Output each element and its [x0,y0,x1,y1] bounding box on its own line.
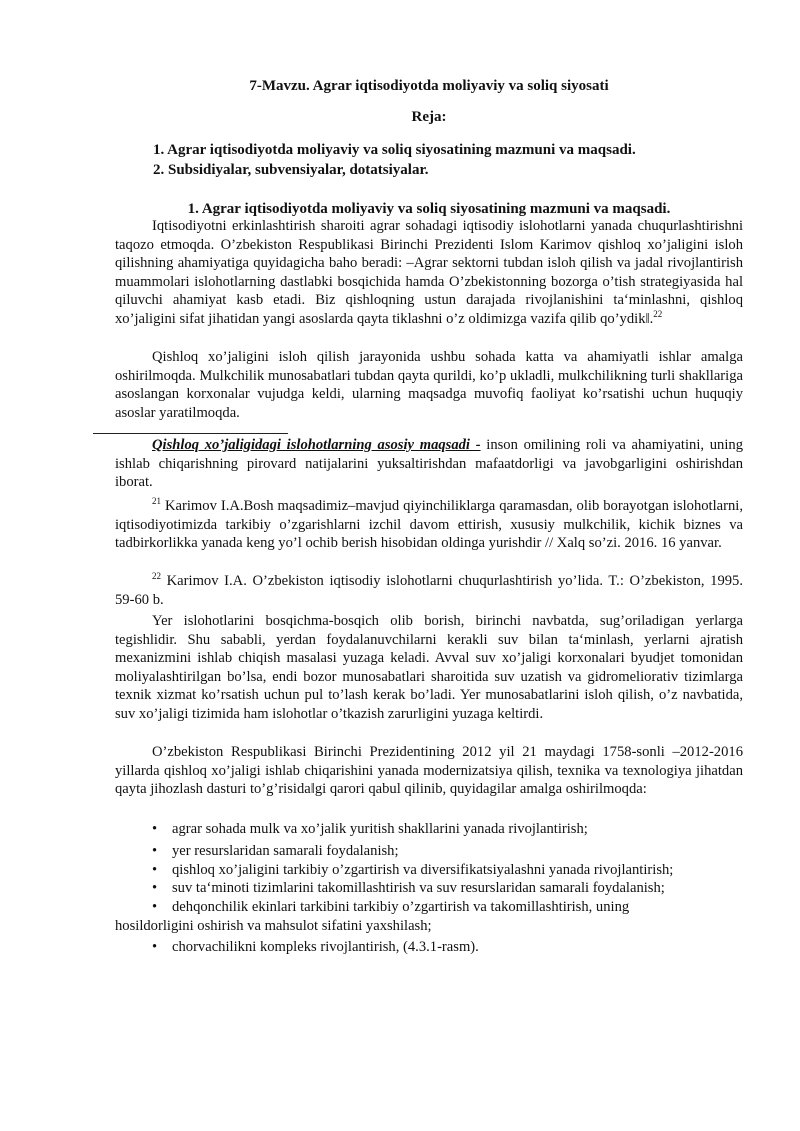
list-item-continuation: hosildorligini oshirish va mahsulot sifatini yaxshilash; [115,917,432,934]
footnote-number: 22 [152,571,161,581]
paragraph-text: Iqtisodiyotni erkinlashtirish sharoiti agrar sohadagi iqtisodiy islohotlarni yanada chuqurlashtirishni taqozo etmoqda. O’zbekiston Respublikasi Birinchi Prezidenti Islom Karimov qishloq xo’jaligini isloh qilishning ahamiyatiga quyidagicha baho beradi: –Agrar sektorni tubdan isloh qilish va jadal rivojlantirish muammolari islohotlarning dastlabki bosqichida hamda O’zbekistonning bozorga o’tish strategiyasida hal qiluvchi ahamiyat kasb etadi. Biz qishloqning ustun darajada rivojlanishini ta‘minlashni, qishloq xo’jaligini sifat jihatidan yangi asoslarda qayta tiklashni o’z oldimizga vazifa qilib qo’ydik‖. [115,218,743,327]
footnote-ref[interactable]: 22 [653,308,663,319]
paragraph-text: inson omilining roli va ahamiyatini, uning ishlab chiqarishning pirovard natijalarini yuksaltirishdan mafaatdorligi va javobgarligini oshirishdan iborat. [115,437,743,491]
footnote-21 [115,497,743,553]
footnote-text: Karimov I.A. O’zbekiston iqtisodiy islohotlarni chuqurlashtirish yo’lida. T.: O’zbekiston, 1995. 59-60 b. [115,573,743,608]
bullet-icon: • [152,821,158,837]
footnote-number: 21 [152,496,161,506]
paragraph-goal [115,436,743,492]
page-title: 7-Mavzu. Agrar iqtisodiyotda moliyaviy va soliq siyosati [249,78,609,94]
paragraph-intro [115,217,743,329]
bullet-icon: • [152,862,158,878]
bullet-icon: • [152,880,158,896]
list-item: • chorvachilikni kompleks rivojlantirish, (4.3.1-rasm). [152,939,479,955]
plan-item: 1. Agrar iqtisodiyotda moliyaviy va soliq siyosatining mazmuni va maqsadi. [153,142,636,158]
plan-list [153,140,743,180]
footnote-text: Karimov I.A.Bosh maqsadimiz–mavjud qiyinchiliklarga qaramasdan, olib borayotgan islohotlarni, iqtisodiyotimizda tarkibiy o’zgarishlarni izchil davom ettirish, xususiy mulkchilik, kichik biznes va tadbirkorlikka yanada keng yo’l ochib berish hisobidan oldinga yurishdir // Xalq so’zi. 2016. 16 yanvar. [115,498,743,552]
paragraph-text: Yer islohotlarini bosqichma-bosqich olib borish, birinchi navbatda, sug’oriladigan yerlarga tegishlidir. Shu sababli, yerdan foydalanuvchilarni kerakli suv bilan ta‘minlash, yerlarni ajratish mexanizmini ishlab chiqish masalasi yuzaga keladi. Avval suv xo’jaligi korxonalari byudjet tomonidan moliyalashtirilgan bo’lsa, endi bozor munosabatlari sharoitida suv uzatish va gidromeliorativ tizimlarga texnik xizmat ko’rsatish uchun pul to’lash kerak bo’ladi. Yer munosabatlarini isloh qilish, o’z navbatida, suv xo’jaligi tizimida ham islohotlar o’tkazish zarurligini yuzaga keltirdi. [115,613,743,722]
plan-item: 2. Subsidiyalar, subvensiyalar, dotatsiyalar. [153,162,429,178]
bullet-icon: • [152,939,158,955]
bullet-icon: • [152,899,158,915]
key-term: Qishloq xo’jaligidagi islohotlarning asosiy maqsadi - [152,437,481,453]
footnote-22 [115,572,743,609]
plan-heading: Reja: [411,109,447,125]
bullet-icon: • [152,843,158,859]
footnote-separator [93,433,288,434]
paragraph-text: Qishloq xo’jaligini isloh qilish jarayonida ushbu sohada katta va ahamiyatli ishlar amalga oshirilmoqda. Mulkchilik munosabatlari tubdan qayta qurildi, ko’p ukladli, mulkchilikning turli shakllariga asoslangan korxonalar vujudga keldi, ularning maqsadga muvofiq faoliyat ko’rsatishi uchun huquqiy asoslar yaratilmoqda. [115,349,743,421]
list-item: • yer resurslaridan samarali foydalanish; [152,843,399,859]
paragraph-text: O’zbekiston Respublikasi Birinchi Prezidentining 2012 yil 21 maydagi 1758-sonli –2012-2016 yillarda qishloq xo’jaligi ishlab chiqarishini yanada modernizatsiya qilish, texnika va texnologiya jihatdan qayta jihozlash dasturi to’g’risida‖gi qarori qabul qilinib, quyidagilar amalga oshirilmoqda: [115,744,743,798]
section-heading: 1. Agrar iqtisodiyotda moliyaviy va soliq siyosatining mazmuni va maqsadi. [187,201,671,217]
paragraph-reforms [115,348,743,422]
list-item: • qishloq xo’jaligini tarkibiy o’zgartirish va diversifikatsiyalashni yanada rivojlantirish; [152,862,674,878]
list-item: • suv ta‘minoti tizimlarini takomillashtirish va suv resurslaridan samarali foydalanish; [152,880,665,896]
paragraph-land-reform [115,612,743,724]
list-item: • dehqonchilik ekinlari tarkibini tarkibiy o’zgartirish va takomillashtirish, uning hosildorligini oshirish va mahsulot sifatini yaxshilash; [115,898,743,935]
paragraph-decree [115,743,743,799]
list-item: • agrar sohada mulk va xo’jalik yuritish shakllarini yanada rivojlantirish; [152,821,588,837]
